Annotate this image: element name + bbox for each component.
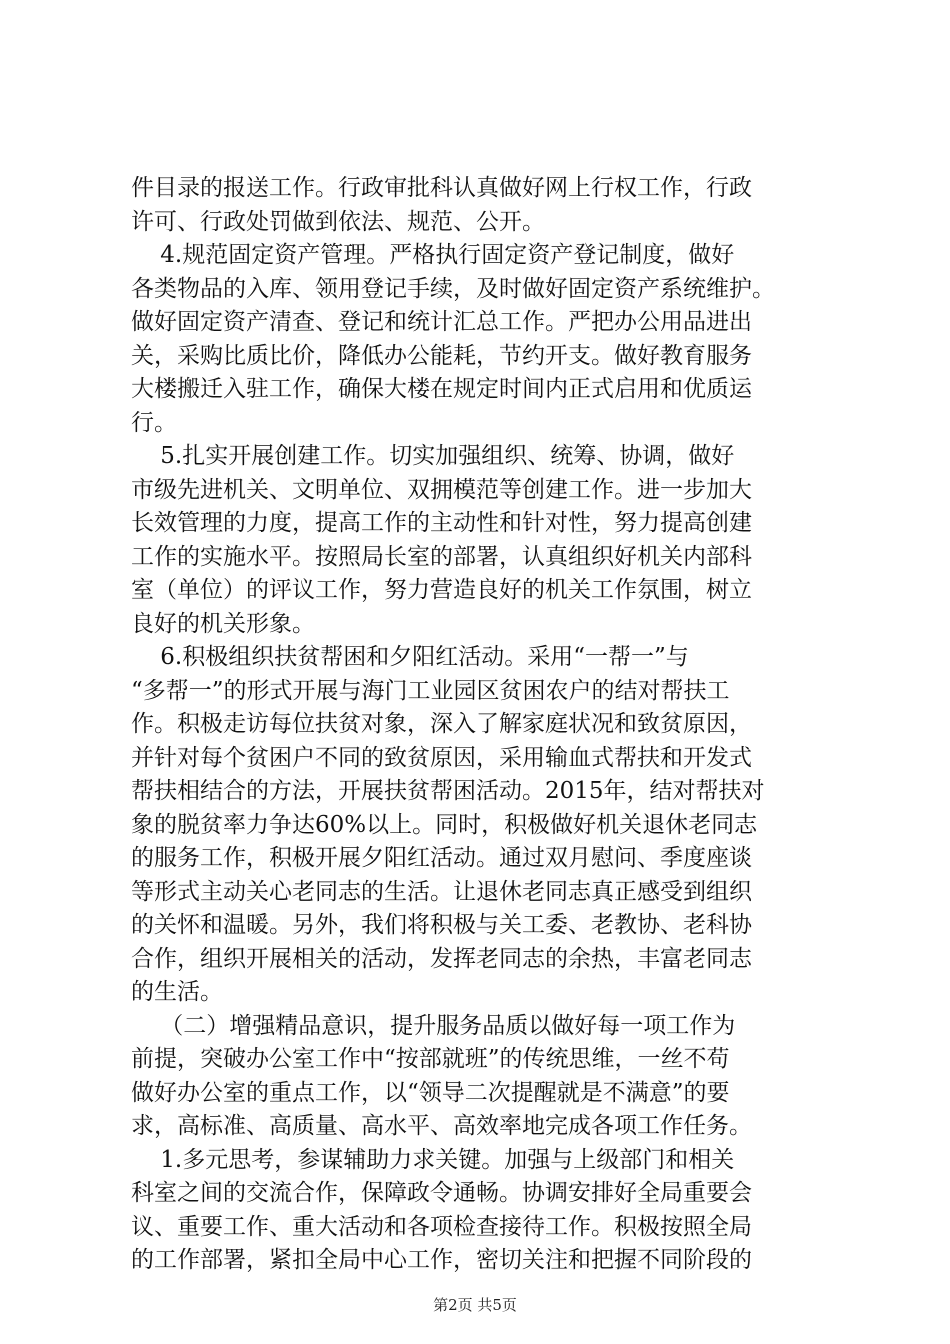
text-line: 长效管理的力度，提高工作的主动性和针对性，努力提高创建 <box>131 510 752 536</box>
text-line: 工作的实施水平。按照局长室的部署，认真组织好机关内部科 <box>131 543 752 570</box>
text-line: 6.积极组织扶贫帮困和夕阳红活动。采用“一帮一”与 <box>131 644 689 670</box>
text-line: 作。积极走访每位扶贫对象，深入了解家庭状况和致贫原因， <box>131 711 752 737</box>
text-line: 1.多元思考，参谋辅助力求关键。加强与上级部门和相关 <box>131 1146 735 1173</box>
text-line: 许可、行政处罚做到依法、规范、公开。 <box>131 208 545 235</box>
text-line: 大楼搬迁入驻工作，确保大楼在规定时间内正式启用和优质运 <box>131 376 752 402</box>
text-line: 帮扶相结合的方法，开展扶贫帮困活动。2015年，结对帮扶对 <box>131 778 765 804</box>
text-line: （二）增强精品意识，提升服务品质以做好每一项工作为 <box>131 1012 736 1039</box>
text-line: 件目录的报送工作。行政审批科认真做好网上行权工作，行政 <box>131 175 752 201</box>
text-line: 5.扎实开展创建工作。切实加强组织、统筹、协调，做好 <box>131 443 735 469</box>
document-body <box>131 172 835 1278</box>
page-footer: 第2页 共5页 <box>433 1296 517 1314</box>
text-line: 等形式主动关心老同志的生活。让退休老同志真正感受到组织 <box>131 878 752 905</box>
text-line: 象的脱贫率力争达60%以上。同时，积极做好机关退休老同志 <box>131 811 758 838</box>
text-line: 良好的机关形象。 <box>131 610 315 637</box>
text-line: 的关怀和温暖。另外，我们将积极与关工委、老教协、老科协 <box>131 912 752 938</box>
text-line: 4.规范固定资产管理。严格执行固定资产登记制度，做好 <box>131 242 735 268</box>
text-line: 并针对每个贫困户不同的致贫原因，采用输血式帮扶和开发式 <box>131 744 752 771</box>
text-line: 合作，组织开展相关的活动，发挥老同志的余热，丰富老同志 <box>131 945 752 972</box>
text-line: “多帮一”的形式开展与海门工业园区贫困农户的结对帮扶工 <box>131 677 730 704</box>
text-line: 求，高标准、高质量、高水平、高效率地完成各项工作任务。 <box>131 1113 752 1139</box>
text-line: 各类物品的入库、领用登记手续，及时做好固定资产系统维护。 <box>131 275 775 302</box>
text-line: 科室之间的交流合作，保障政令通畅。协调安排好全局重要会 <box>131 1180 752 1206</box>
text-line: 行。 <box>131 409 177 436</box>
text-line: 关，采购比质比价，降低办公能耗，节约开支。做好教育服务 <box>131 342 752 369</box>
text-line: 的生活。 <box>131 979 223 1005</box>
text-line: 室（单位）的评议工作，努力营造良好的机关工作氛围，树立 <box>131 577 752 603</box>
text-line: 的服务工作，积极开展夕阳红活动。通过双月慰问、季度座谈 <box>131 845 752 871</box>
text-line: 前提，突破办公室工作中“按部就班”的传统思维，一丝不苟 <box>131 1046 730 1072</box>
text-line: 做好固定资产清查、登记和统计汇总工作。严把办公用品进出 <box>131 309 752 335</box>
text-line: 议、重要工作、重大活动和各项检查接待工作。积极按照全局 <box>131 1213 752 1240</box>
text-line: 做好办公室的重点工作，以“领导二次提醒就是不满意”的要 <box>131 1079 730 1106</box>
text-line: 的工作部署，紧扣全局中心工作，密切关注和把握不同阶段的 <box>131 1247 752 1273</box>
text-line: 市级先进机关、文明单位、双拥模范等创建工作。进一步加大 <box>131 476 752 503</box>
